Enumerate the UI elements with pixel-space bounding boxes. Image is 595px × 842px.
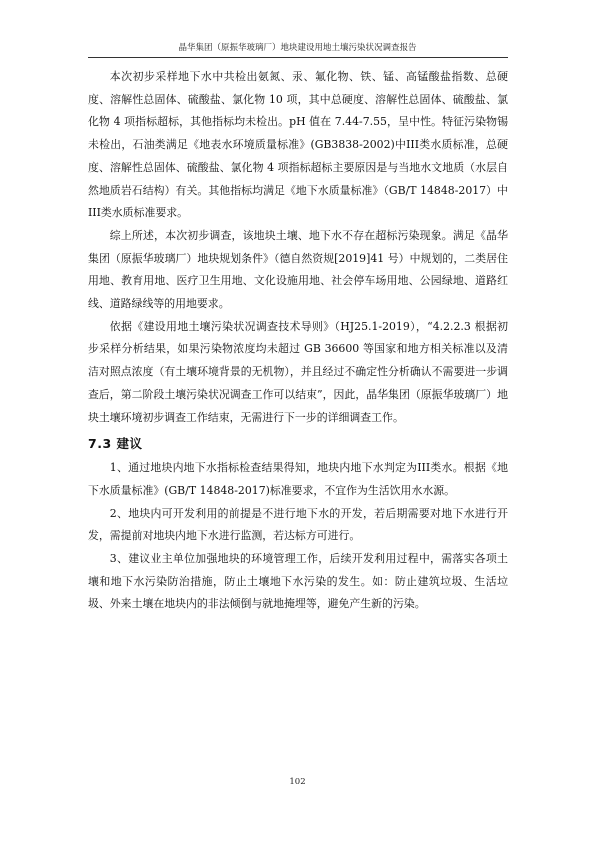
running-header: 晶华集团（原振华玻璃厂）地块建设用地土壤污染状况调查报告 xyxy=(178,43,417,53)
recommendation-item-2: 2、地块内可开发利用的前提是不进行地下水的开发，若后期需要对地下水进行开发，需提前对地块内地下水进行监测，若达标方可进行。 xyxy=(88,506,508,543)
paragraph-summary: 综上所述，本次初步调查，该地块土壤、地下水不存在超标污染现象。满足《晶华集团（原振华玻璃厂）地块规划条件》（德自然资规[2019]41 号）中规划的，二类居住用地、教育用地、医疗卫生用地、文化设施用地、社会停车场用地、公园绿地、道路红线、道路绿线等的用地要求。 xyxy=(88,228,508,311)
header-rule xyxy=(88,57,508,58)
paragraph-groundwater-results: 本次初步采样地下水中共检出氨氮、汞、氟化物、铁、锰、高锰酸盐指数、总硬度、溶解性总固体、硫酸盐、氯化物 10 项，其中总硬度、溶解性总固体、硫酸盐、氯化物 4 项指标超标，其他指标均未检出。pH 值在 7.44-7.55，呈中性。特征污染物锡未检出，石油类满足《地表水环境质量标准》(GB3838-2002)中III类水质标准，总硬度、溶解性总固体、硫酸盐、氯化物 4 项指标超标主要原因是与当地水文地质（水层自然地质岩石结构）有关。其他指标均满足《地下水质量标准》（GB/T 14848-2017）中III类水质标准要求。 xyxy=(88,70,508,220)
recommendation-item-3: 3、建议业主单位加强地块的环境管理工作，后续开发利用过程中，需落实各项土壤和地下水污染防治措施，防止土壤地下水污染的发生。如：防止建筑垃圾、生活垃圾、外来土壤在地块内的非法倾倒与就地掩埋等，避免产生新的污染。 xyxy=(88,552,508,611)
paragraph-guideline-basis: 依据《建设用地土壤污染状况调查技术导则》（HJ25.1-2019），“4.2.2.3 根据初步采样分析结果，如果污染物浓度均未超过 GB 36600 等国家和地方相关标准以及清洁对照点浓度（有土壤环境背景的无机物），并且经过不确定性分析确认不需要进一步调查后，第二阶段土壤污染状况调查工作可以结束”，因此，晶华集团（原振华玻璃厂）地块土壤环境初步调查工作结束，无需进行下一步的详细调查工作。 xyxy=(88,319,508,424)
page-body xyxy=(88,66,508,616)
section-heading-recommendations: 7.3 建议 xyxy=(88,436,143,452)
page-number: 102 xyxy=(289,777,306,787)
recommendation-item-1: 1、通过地块内地下水指标检查结果得知，地块内地下水判定为III类水。根据《地下水质量标准》(GB/T 14848-2017)标准要求，不宜作为生活饮用水水源。 xyxy=(88,461,508,497)
